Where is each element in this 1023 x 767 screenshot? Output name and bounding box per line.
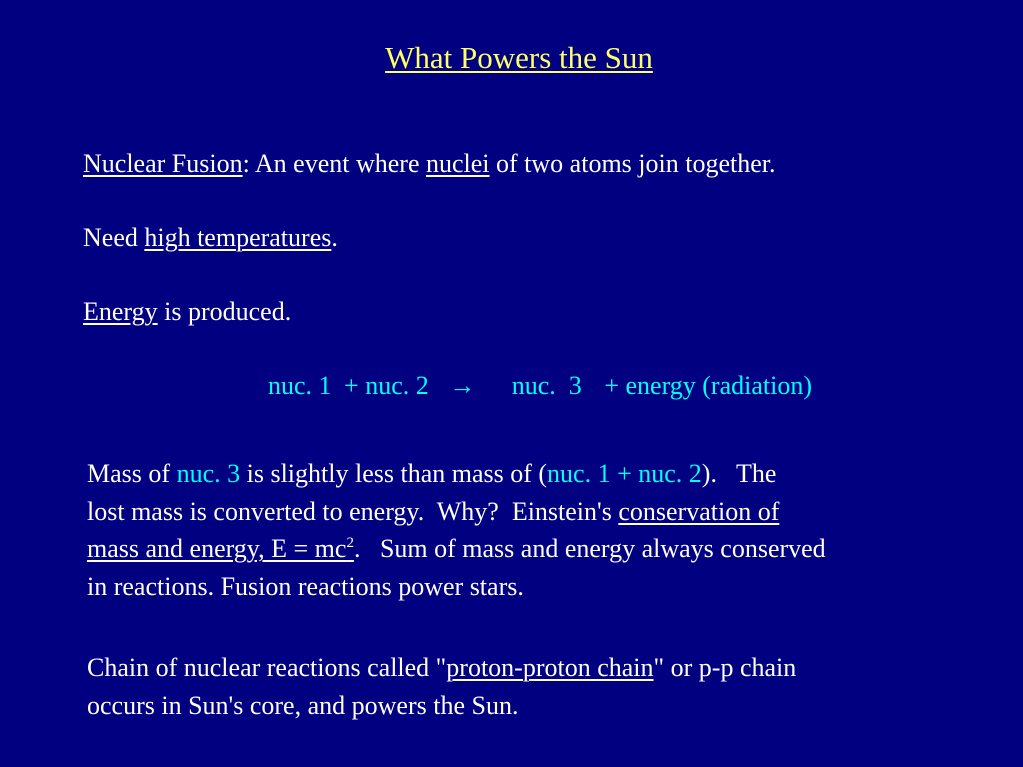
nuclear-fusion-term: Nuclear Fusion [83,149,243,178]
nuclei-term: nuclei [425,149,490,178]
fusion-equation [268,371,812,401]
eq-nuc2: nuc. 2 [365,371,429,400]
mass-text-4: lost mass is converted to energy. Why? Einstein's [87,496,619,526]
conservation-link-2-text: mass and energy, E = mc [87,534,347,563]
proton-proton-chain-link[interactable]: proton-proton chain [446,653,654,682]
eq-nuc3: nuc. 3 [511,371,582,400]
mass-nuc12: nuc. 1 + nuc. 2 [547,459,702,488]
chain-paragraph [87,649,987,724]
mass-nuc3: nuc. 3 [176,459,241,488]
mass-text-2: is slightly less than mass of ( [240,459,548,488]
conservation-link-1[interactable]: conservation of [618,496,780,526]
fusion-text-1: : An event where [242,149,426,178]
exponent: 2 [346,535,354,551]
temps-post: . [331,223,338,252]
chain-text-3: occurs in Sun's core, and powers the Sun. [87,690,519,720]
eq-arrow: → [449,371,476,400]
eq-plus-2: + [604,371,619,400]
temperature-line [83,223,338,253]
conservation-link-2[interactable] [87,534,354,563]
mass-text-6: in reactions. Fusion reactions power stars. [87,571,524,601]
mass-text-1: Mass of [87,459,177,488]
eq-nuc1: nuc. 1 [268,371,332,400]
energy-term: Energy [83,297,158,326]
chain-text-1: Chain of nuclear reactions called " [87,653,447,682]
temps-pre: Need [83,223,145,252]
fusion-text-2: of two atoms join together. [489,149,776,178]
mass-paragraph [87,455,987,605]
energy-post: is produced. [157,297,292,326]
energy-line [83,297,291,327]
high-temperatures-term: high temperatures [144,223,332,252]
eq-energy: energy (radiation) [625,371,812,400]
mass-text-3: ). The [701,459,777,488]
fusion-definition [83,149,775,179]
mass-text-5: . Sum of mass and energy always conserved [353,534,826,563]
eq-plus-1: + [344,371,359,400]
chain-text-2: " or p-p chain [653,653,797,682]
slide-title: What Powers the Sun [385,40,653,75]
